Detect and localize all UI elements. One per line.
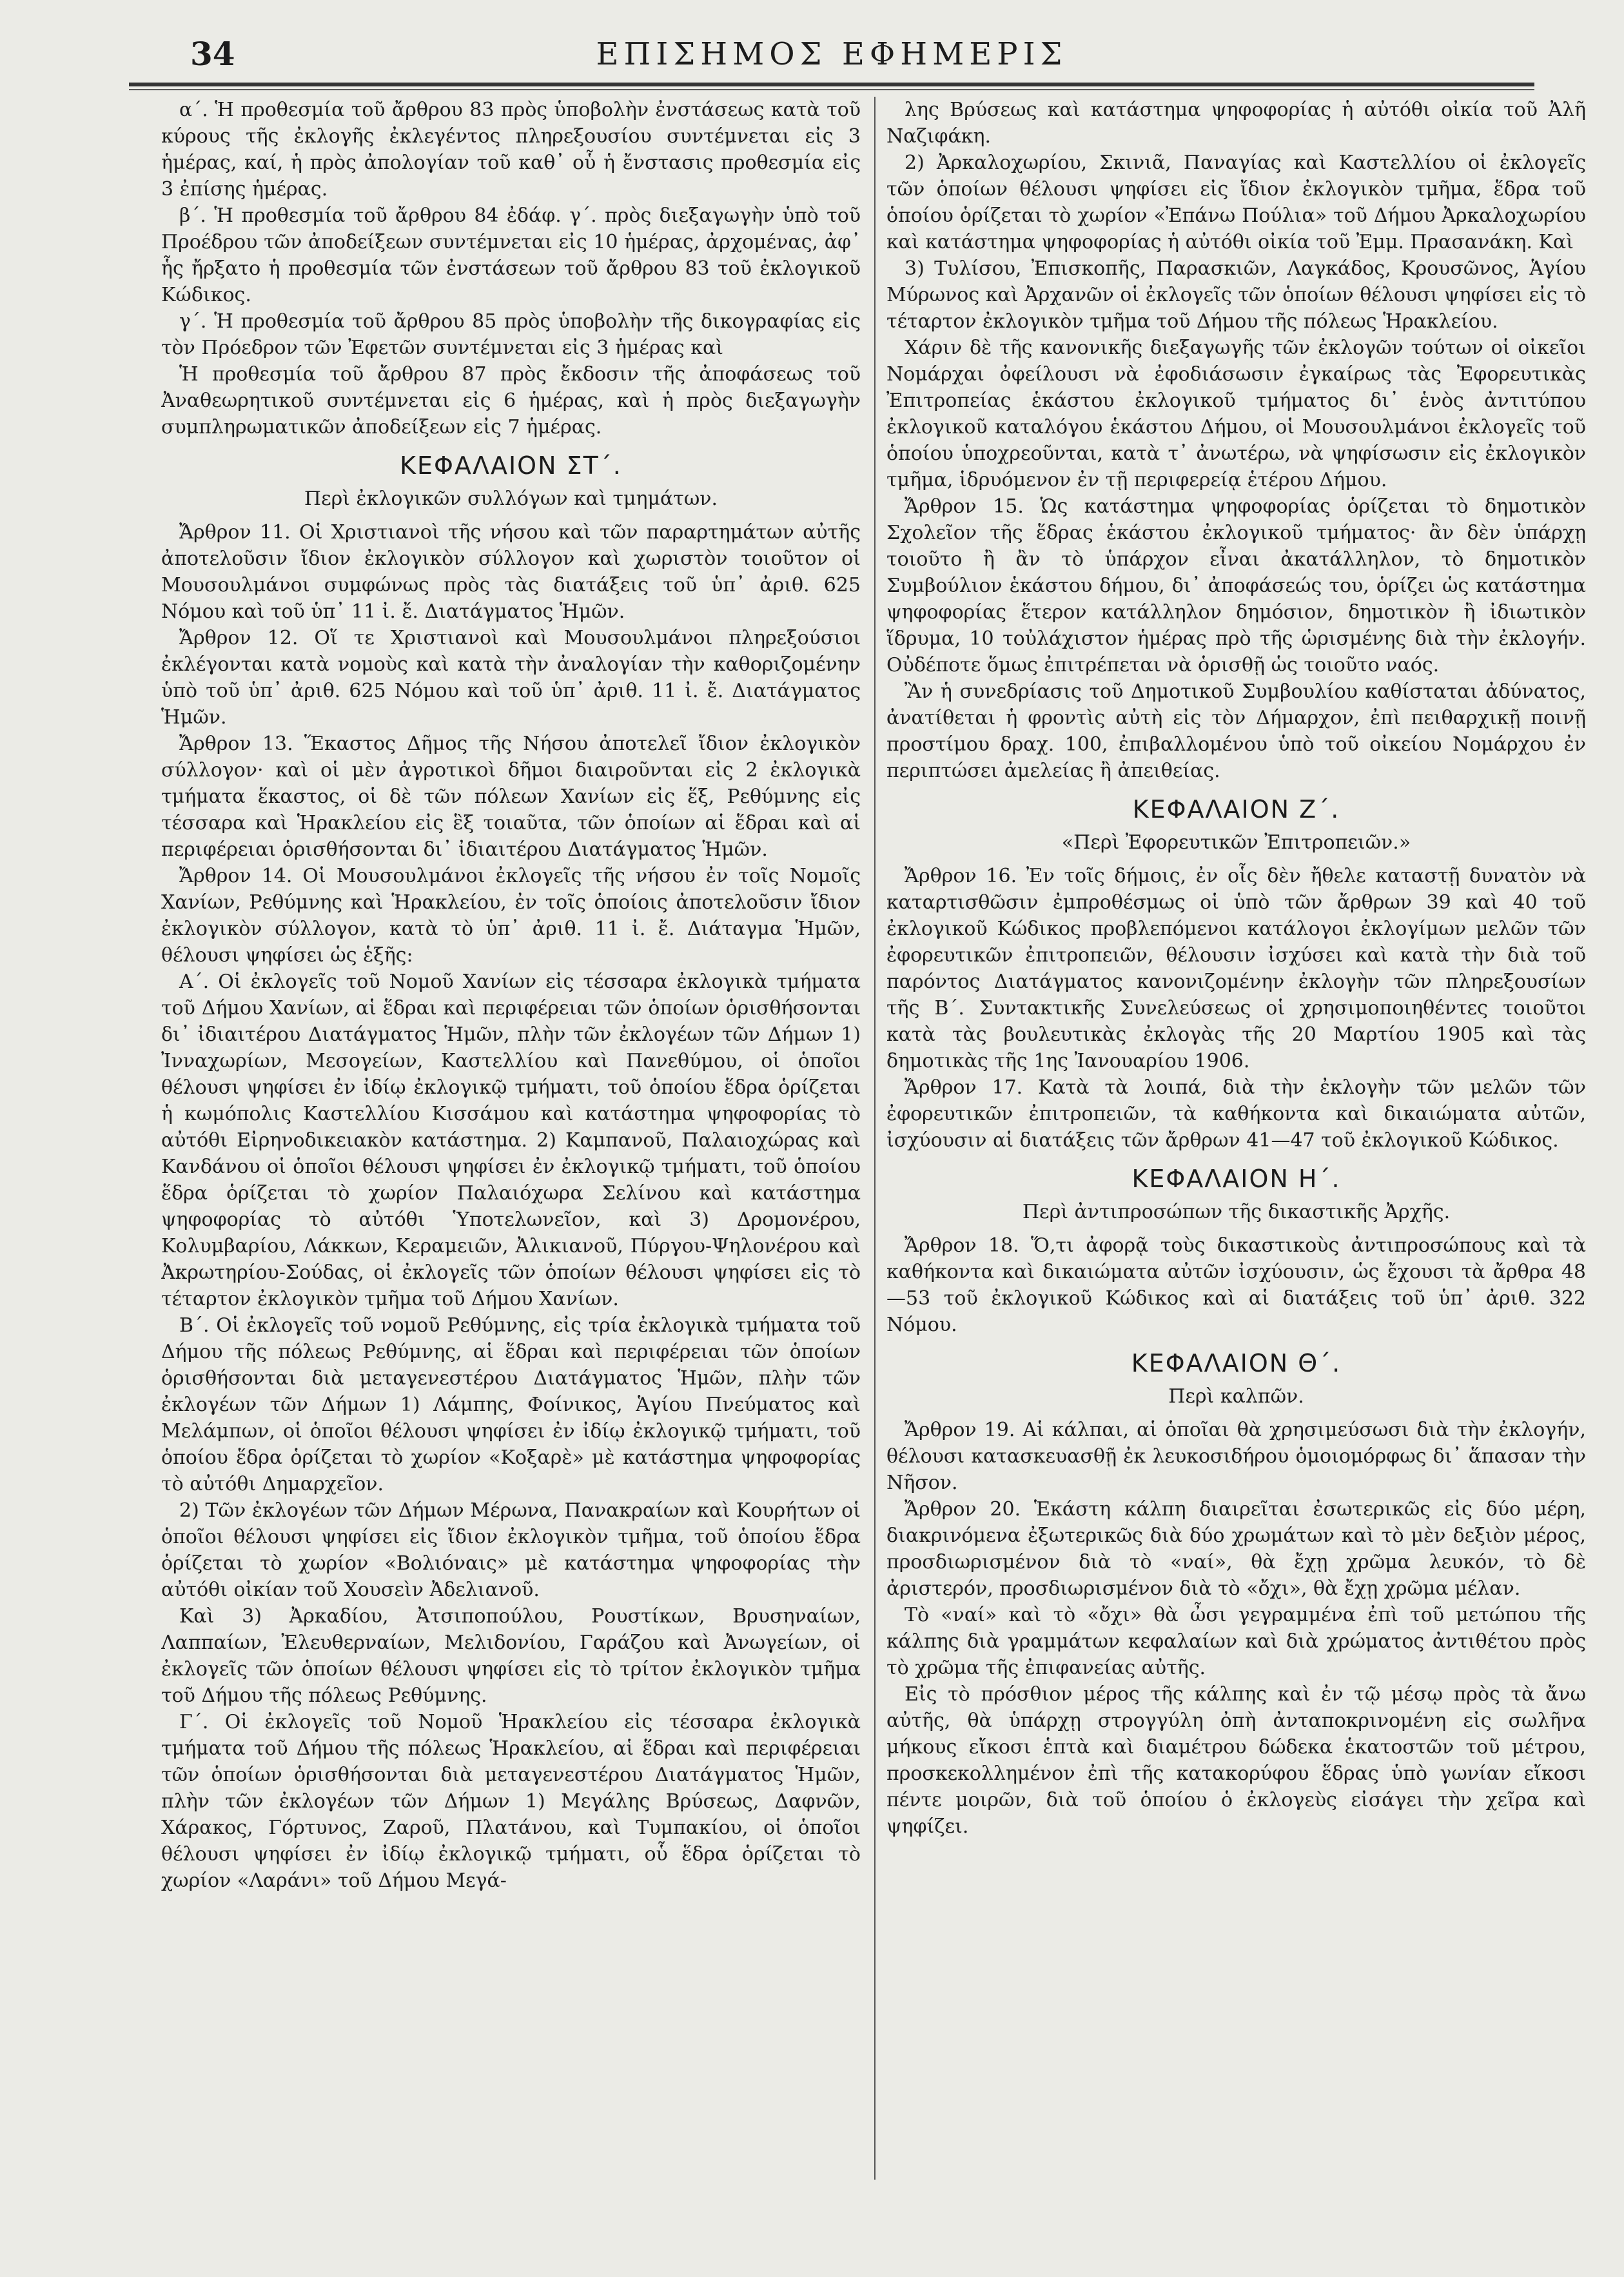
left-column	[161, 97, 861, 2193]
paragraph: γ΄. Ἡ προθεσμία τοῦ ἄρθρου 85 πρὸς ὑποβολὴν τῆς δικογραφίας εἰς τὸν Πρόεδρον τῶν Ἐφετῶν συντέμνεται εἰς 3 ἡμέρας καὶ	[161, 310, 861, 359]
paragraph: Χάριν δὲ τῆς κανονικῆς διεξαγωγῆς τῶν ἐκλογῶν τούτων οἱ οἰκεῖοι Νομάρχαι ὀφείλουσι νὰ ἐφοδιάσωσιν ἐγκαίρως τὰς Ἐφορευτικὰς Ἐπιτροπείας ἑκάστου ἐκλογικοῦ τμήματος δι᾽ ἑνὸς ἀντιτύπου ἐκλογικοῦ καταλόγου ἑκάστου Δήμου, οἱ Μουσουλμάνοι ἐκλογεῖς τοῦ ὁποίου ὑποχρεοῦνται, κατὰ τ᾽ ἀνωτέρω, νὰ ψηφίσωσιν εἰς ἐκλογικὸν τμῆμα, ἱδρυόμενον ἐν τῇ περιφερείᾳ ἑτέρου Δήμου.	[886, 337, 1586, 491]
paragraph: 2) Τῶν ἐκλογέων τῶν Δήμων Μέρωνα, Πανακραίων καὶ Κουρήτων οἱ ὁποῖοι θέλουσι ψηφίσει εἰς ἴδιον ἐκλογικὸν τμῆμα, τοῦ ὁποίου ἕδρα ὁρίζεται τὸ χωρίον «Βολιόναις» μὲ κατάστημα ψηφοφορίας τὴν αὐτόθι οἰκίαν τοῦ Χουσεὶν Ἀδελιανοῦ.	[161, 1499, 861, 1601]
page-number: 34	[190, 35, 235, 73]
page-header	[129, 31, 1534, 83]
chapter-heading: ΚΕΦΑΛΑΙΟΝ Θ΄.	[1131, 1349, 1342, 1377]
paragraph: Ἄρθρον 15. Ὡς κατάστημα ψηφοφορίας ὁρίζεται τὸ δημοτικὸν Σχολεῖον τῆς ἕδρας ἑκάστου ἐκλογικοῦ τμήματος· ἂν δὲν ὑπάρχῃ τοιοῦτο ἢ ἂν τὸ ὑπάρχον εἶναι ἀκατάλληλον, τὸ δημοτικὸν Συμβούλιον ἑκάστου δήμου, δι᾽ ἀποφάσεώς του, ὁρίζει ὡς κατάστημα ψηφοφορίας ἕτερον κατάλληλον δημόσιον, δημοτικὸν ἢ ἰδιωτικὸν ἵδρυμα, 10 τοὐλάχιστον ἡμέρας πρὸ τῆς ὡρισμένης διὰ τὴν ἐκλογήν. Οὐδέποτε ὅμως ἐπιτρέπεται νὰ ὁρισθῇ ὡς τοιοῦτο ναός.	[886, 495, 1586, 676]
chapter-heading: ΚΕΦΑΛΑΙΟΝ Η΄.	[1131, 1165, 1341, 1193]
paragraph: Ἄρθρον 18. Ὅ,τι ἀφορᾷ τοὺς δικαστικοὺς ἀντιπροσώπους καὶ τὰ καθήκοντα καὶ δικαιώματα αὐτῶν ἰσχύουσιν, ὡς ἔχουσι τὰ ἄρθρα 48—53 τοῦ ἐκλογικοῦ Κώδικος καὶ αἱ διατάξεις τοῦ ὑπ᾽ ἀριθ. 322 Νόμου.	[886, 1234, 1586, 1336]
paragraph: Ἄρθρον 11. Οἱ Χριστιανοὶ τῆς νήσου καὶ τῶν παραρτημάτων αὐτῆς ἀποτελοῦσιν ἴδιον ἐκλογικὸν σύλλογον καὶ χωριστὸν τοιοῦτον οἱ Μουσουλμάνοι συμφώνως πρὸς τὰς διατάξεις τοῦ ὑπ᾽ ἀριθ. 625 Νόμου καὶ τοῦ ὑπ᾽ 11 ἰ. ἔ. Διατάγματος Ἡμῶν.	[161, 521, 861, 623]
right-column	[886, 97, 1586, 2193]
header-rule	[129, 83, 1534, 90]
journal-title: ΕΠΙΣΗΜΟΣ ΕΦΗΜΕΡΙΣ	[596, 36, 1068, 72]
paragraph: Γ΄. Οἱ ἐκλογεῖς τοῦ Νομοῦ Ἡρακλείου εἰς τέσσαρα ἐκλογικὰ τμήματα τοῦ Δήμου τῆς πόλεως Ἡρακλείου, αἱ ἕδραι καὶ περιφέρειαι τῶν ὁποίων ὁρισθήσονται διὰ μεταγενεστέρου Διατάγματος Ἡμῶν, πλὴν τῶν ἐκλογέων τῶν Δήμων 1) Μεγάλης Βρύσεως, Δαφνῶν, Χάρακος, Γόρτυνος, Ζαροῦ, Πλατάνου, καὶ Τυμπακίου, οἱ ὁποῖοι θέλουσι ψηφίσει ἐν ἰδίῳ ἐκλογικῷ τμήματι, οὗ ἕδρα ὁρίζεται τὸ χωρίον «Λαράνι» τοῦ Δήμου Μεγά-	[161, 1711, 861, 1892]
paragraph: Β΄. Οἱ ἐκλογεῖς τοῦ νομοῦ Ρεθύμνης, εἰς τρία ἐκλογικὰ τμήματα τοῦ Δήμου τῆς πόλεως Ρεθύμνης, αἱ ἕδραι καὶ περιφέρειαι τῶν ὁποίων ὁρισθήσονται διὰ μεταγενεστέρου Διατάγματος Ἡμῶν, πλὴν τῶν ἐκλογέων τῶν Δήμων 1) Λάμπης, Φοίνικος, Ἁγίου Πνεύματος καὶ Μελάμπων, οἱ ὁποῖοι θέλουσι ψηφίσει ἐν ἰδίῳ ἐκλογικῷ τμήματι, τοῦ ὁποίου ἕδρα ὁρίζεται τὸ χωρίον «Κοξαρὲ» μὲ κατάστημα ψηφοφορίας τὸ αὐτόθι Δημαρχεῖον.	[161, 1314, 861, 1495]
chapter-subheading: Περὶ καλπῶν.	[1168, 1385, 1304, 1408]
paragraph: Α΄. Οἱ ἐκλογεῖς τοῦ Νομοῦ Χανίων εἰς τέσσαρα ἐκλογικὰ τμήματα τοῦ Δήμου Χανίων, αἱ ἕδραι καὶ περιφέρειαι τῶν ὁποίων ὁρισθήσονται δι᾽ ἰδιαιτέρου Διατάγματος Ἡμῶν, πλὴν τῶν ἐκλογέων τῶν Δήμων 1) Ἰνναχωρίων, Μεσογείων, Καστελλίου καὶ Πανεθύμου, οἱ ὁποῖοι θέλουσι ψηφίσει ἐν ἰδίῳ ἐκλογικῷ τμήματι, τοῦ ὁποίου ἕδρα ὁρίζεται ἡ κωμόπολις Καστελλίου Κισσάμου καὶ κατάστημα ψηφοφορίας τὸ αὐτόθι Εἰρηνοδικειακὸν κατάστημα. 2) Καμπανοῦ, Παλαιοχώρας καὶ Κανδάνου οἱ ὁποῖοι θέλουσι ψηφίσει ἐν ἐκλογικῷ τμήματι, τοῦ ὁποίου ἕδρα ὁρίζεται τὸ χωρίον Παλαιόχωρα Σελίνου καὶ κατάστημα ψηφοφορίας τὸ αὐτόθι Ὑποτελωνεῖον, καὶ 3) Δρομονέρου, Κολυμβαρίου, Λάκκων, Κεραμειῶν, Ἀλικιανοῦ, Πύργου-Ψηλονέρου καὶ Ἀκρωτηρίου-Σούδας, οἱ ἐκλογεῖς τῶν ὁποίων θέλουσι ψηφίσει εἰς τὸ τέταρτον ἐκλογικὸν τμῆμα τοῦ Δήμου Χανίων.	[161, 971, 861, 1310]
chapter-heading: ΚΕΦΑΛΑΙΟΝ ΣΤ΄.	[400, 451, 622, 480]
paragraph: Ἂν ἡ συνεδρίασις τοῦ Δημοτικοῦ Συμβουλίου καθίσταται ἀδύνατος, ἀνατίθεται ἡ φροντὶς αὐτὴ εἰς τὸν Δήμαρχον, ἐπὶ πειθαρχικῇ ποινῇ προστίμου δραχ. 100, ἐπιβαλλομένου ὑπὸ τοῦ οἰκείου Νομάρχου ἐν περιπτώσει ἀμελείας ἢ ἀπειθείας.	[886, 680, 1586, 782]
paragraph: Ἄρθρον 17. Κατὰ τὰ λοιπά, διὰ τὴν ἐκλογὴν τῶν μελῶν τῶν ἐφορευτικῶν ἐπιτροπειῶν, τὰ καθήκοντα καὶ δικαιώματα αὐτῶν, ἰσχύουσιν αἱ διατάξεις τῶν ἄρθρων 41—47 τοῦ ἐκλογικοῦ Κώδικος.	[886, 1076, 1586, 1152]
paragraph: Ἄρθρον 20. Ἑκάστη κάλπη διαιρεῖται ἐσωτερικῶς εἰς δύο μέρη, διακρινόμενα ἐξωτερικῶς διὰ δύο χρωμάτων καὶ τὸ μὲν δεξιὸν μέρος, προσδιωρισμένον διὰ τὸ «ναί», θὰ ἔχῃ χρῶμα λευκόν, τὸ δὲ ἀριστερόν, προσδιωρισμένον διὰ τὸ «ὄχι», θὰ ἔχῃ χρῶμα μέλαν.	[886, 1498, 1586, 1600]
chapter-subheading: «Περὶ Ἐφορευτικῶν Ἐπιτροπειῶν.»	[1061, 831, 1411, 854]
paragraph: Καὶ 3) Ἀρκαδίου, Ἀτσιποπούλου, Ρουστίκων, Βρυσηναίων, Λαππαίων, Ἐλευθερναίων, Μελιδονίου, Γαράζου καὶ Ἀνωγείων, οἱ ἐκλογεῖς τῶν ὁποίων θέλουσι ψηφίσει εἰς τὸ τρίτον ἐκλογικὸν τμῆμα τοῦ Δήμου τῆς πόλεως Ρεθύμνης.	[161, 1605, 861, 1707]
paragraph: Τὸ «ναί» καὶ τὸ «ὄχι» θὰ ὦσι γεγραμμένα ἐπὶ τοῦ μετώπου τῆς κάλπης διὰ γραμμάτων κεφαλαίων καὶ διὰ χρώματος ἀντιθέτου πρὸς τὸ χρῶμα τῆς ἐπιφανείας αὐτῆς.	[886, 1604, 1586, 1679]
chapter-heading: ΚΕΦΑΛΑΙΟΝ Ζ΄.	[1132, 795, 1340, 823]
paragraph: Ἡ προθεσμία τοῦ ἄρθρου 87 πρὸς ἔκδοσιν τῆς ἀποφάσεως τοῦ Ἀναθεωρητικοῦ συντέμνεται εἰς 6 ἡμέρας, καὶ ἡ πρὸς διεξαγωγὴν συμπληρωματικῶν ἀποδείξεων εἰς 7 ἡμέρας.	[161, 363, 861, 439]
paragraph: α΄. Ἡ προθεσμία τοῦ ἄρθρου 83 πρὸς ὑποβολὴν ἐνστάσεως κατὰ τοῦ κύρους τῆς ἐκλογῆς ἐκλεγέντος πληρεξουσίου συντέμνεται εἰς 3 ἡμέρας, καί, ἡ πρὸς ἀπολογίαν τοῦ καθ᾽ οὗ ἡ ἔνστασις προθεσμία εἰς 3 ἐπίσης ἡμέρας.	[161, 99, 861, 201]
paragraph: Εἰς τὸ πρόσθιον μέρος τῆς κάλπης καὶ ἐν τῷ μέσῳ πρὸς τὰ ἄνω αὐτῆς, θὰ ὑπάρχῃ στρογγύλη ὀπὴ ἀνταποκρινομένη εἰς σωλῆνα μήκους εἴκοσι ἑπτὰ καὶ διαμέτρου δώδεκα ἑκατοστῶν τοῦ μέτρου, προσκεκολλημένον ἐπὶ τῆς κατακορύφου ἕδρας ὑπὸ γωνίαν εἴκοσι πέντε μοιρῶν, διὰ τοῦ ὁποίου ὁ ἐκλογεὺς εἰσάγει τὴν χεῖρα καὶ ψηφίζει.	[886, 1683, 1586, 1838]
paragraph: Ἄρθρον 19. Αἱ κάλπαι, αἱ ὁποῖαι θὰ χρησιμεύσωσι διὰ τὴν ἐκλογήν, θέλουσι κατασκευασθῇ ἐκ λευκοσιδήρου ὁμοιομόρφως δι᾽ ἅπασαν τὴν Νῆσον.	[886, 1419, 1586, 1494]
chapter-subheading: Περὶ ἐκλογικῶν συλλόγων καὶ τμημάτων.	[304, 488, 718, 510]
paragraph: 2) Ἀρκαλοχωρίου, Σκινιᾶ, Παναγίας καὶ Καστελλίου οἱ ἐκλογεῖς τῶν ὁποίων θέλουσι ψηφίσει εἰς ἴδιον ἐκλογικὸν τμῆμα, ἕδρα τοῦ ὁποίου ὁρίζεται τὸ χωρίον «Ἐπάνω Πούλια» τοῦ Δήμου Ἀρκαλοχωρίου καὶ κατάστημα ψηφοφορίας ἡ αὐτόθι οἰκία τοῦ Ἐμμ. Πρασανάκη. Καὶ	[886, 152, 1586, 253]
paragraph: 3) Τυλίσου, Ἐπισκοπῆς, Παρασκιῶν, Λαγκάδος, Κρουσῶνος, Ἁγίου Μύρωνος καὶ Ἀρχανῶν οἱ ἐκλογεῖς τῶν ὁποίων θέλουσι ψηφίσει εἰς τὸ τέταρτον ἐκλογικὸν τμῆμα τοῦ Δήμου τῆς πόλεως Ἡρακλείου.	[886, 257, 1586, 333]
chapter-subheading: Περὶ ἀντιπροσώπων τῆς δικαστικῆς Ἀρχῆς.	[1022, 1201, 1451, 1223]
paragraph: β΄. Ἡ προθεσμία τοῦ ἄρθρου 84 ἐδάφ. γ΄. πρὸς διεξαγωγὴν ὑπὸ τοῦ Προέδρου τῶν ἀποδείξεων συντέμνεται εἰς 10 ἡμέρας, ἀρχομένας, ἀφ᾽ ἧς ἤρξατο ἡ προθεσμία τῶν ἐνστάσεων τοῦ ἄρθρου 83 τοῦ ἐκλογικοῦ Κώδικος.	[161, 204, 861, 306]
column-divider	[874, 97, 876, 2180]
paragraph: λης Βρύσεως καὶ κατάστημα ψηφοφορίας ἡ αὐτόθι οἰκία τοῦ Ἀλῆ Ναζιφάκη.	[886, 99, 1586, 148]
paragraph: Ἄρθρον 12. Οἵ τε Χριστιανοὶ καὶ Μουσουλμάνοι πληρεξούσιοι ἐκλέγονται κατὰ νομοὺς καὶ κατὰ τὴν ἀναλογίαν τὴν καθοριζομένην ὑπὸ τοῦ ὑπ᾽ ἀριθ. 625 Νόμου καὶ τοῦ ὑπ᾽ ἀριθ. 11 ἰ. ἔ. Διατάγματος Ἡμῶν.	[161, 627, 861, 729]
paragraph: Ἄρθρον 13. Ἕκαστος Δῆμος τῆς Νήσου ἀποτελεῖ ἴδιον ἐκλογικὸν σύλλογον· καὶ οἱ μὲν ἀγροτικοὶ δῆμοι διαιροῦνται εἰς 2 ἐκλογικὰ τμήματα ἕκαστος, οἱ δὲ τῶν πόλεων Χανίων εἰς ἕξ, Ρεθύμνης εἰς τέσσαρα καὶ Ἡρακλείου εἰς ἓξ τοιαῦτα, τῶν ὁποίων αἱ ἕδραι καὶ αἱ περιφέρειαι ὁρισθήσονται δι᾽ ἰδιαιτέρου Διατάγματος Ἡμῶν.	[161, 733, 861, 861]
paragraph: Ἄρθρον 16. Ἐν τοῖς δήμοις, ἐν οἷς δὲν ἤθελε καταστῇ δυνατὸν νὰ καταρτισθῶσιν ἐμπροθέσμως οἱ ὑπὸ τῶν ἄρθρων 39 καὶ 40 τοῦ ἐκλογικοῦ Κώδικος προβλεπόμενοι κατάλογοι ἐκλογίμων μελῶν τῶν ἐφορευτικῶν ἐπιτροπειῶν, θέλουσιν ἰσχύσει καὶ κατὰ τὴν διὰ τοῦ παρόντος Διατάγματος κανονιζομένην ἐκλογὴν τῶν πληρεξουσίων τῆς Β΄. Συντακτικῆς Συνελεύσεως οἱ χρησιμοποιηθέντες τοιοῦτοι κατὰ τὰς βουλευτικὰς ἐκλογὰς τῆς 20 Μαρτίου 1905 καὶ τὰς δημοτικὰς τῆς 1ης Ἰανουαρίου 1906.	[886, 865, 1586, 1072]
paragraph: Ἄρθρον 14. Οἱ Μουσουλμάνοι ἐκλογεῖς τῆς νήσου ἐν τοῖς Νομοῖς Χανίων, Ρεθύμνης καὶ Ἡρακλείου, ἐν τοῖς ὁποίοις ἀποτελοῦσιν ἴδιον ἐκλογικὸν σύλλογον, κατὰ τὸ ὑπ᾽ ἀριθ. 11 ἰ. ἔ. Διάταγμα Ἡμῶν, θέλουσι ψηφίσει ὡς ἑξῆς:	[161, 865, 861, 967]
